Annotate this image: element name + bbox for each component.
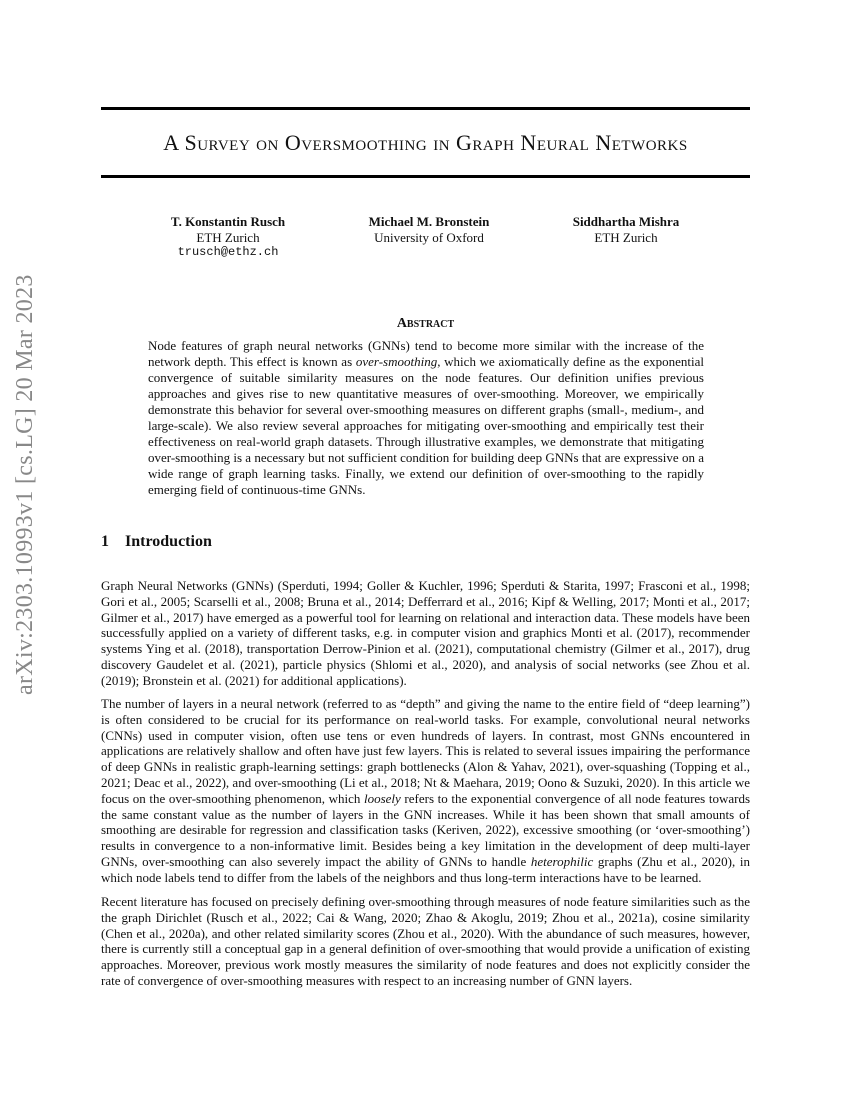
paragraph-part: The number of layers in a neural network (referred to as “depth” and giving the name to the entire field of “deep learning”) is often considered to be crucial for its performance on real-world tasks. For example, convolutional neural networks (CNNs) used in computer vision, often use tens or even hundreds of layers. In contrast, most GNNs encountered in applications are relatively shallow and often have just few layers. This is related to several issues impairing the performance of deep GNNs in realistic graph-learning settings: graph bottlenecks (Alon & Yahav, 2021), over-squashing (Topping et al., 2021; Deac et al., 2022), and over-smoothing (Li et al., 2018; Nt & Maehara, 2019; Oono & Suzuki, 2020). In this article we focus on the over-smoothing phenomenon, which (101, 696, 750, 806)
author-affiliation: ETH Zurich (196, 229, 260, 245)
abstract-text (148, 338, 704, 498)
author-name: Michael M. Bronstein (368, 214, 490, 229)
author-affiliation: ETH Zurich (594, 229, 658, 245)
abstract-heading: Abstract (396, 316, 455, 331)
author-email[interactable]: trusch@ethz.ch (177, 245, 279, 259)
abstract-part: Node features of graph neural networks (GNNs) tend to become more similar with the increase of the network depth. This effect is known as (148, 338, 704, 369)
author-affiliation: University of Oxford (374, 229, 484, 245)
author-name: Siddhartha Mishra (572, 214, 680, 229)
arxiv-identifier: arXiv:2303.10993v1 [cs.LG] 20 Mar 2023 (12, 274, 38, 695)
paragraph-part: refers to the exponential convergence of all node features towards the same constant value as the number of layers in the GNN increases. While it has been shown that small amounts of smoothing are desirable for regression and classification tasks (Keriven, 2022), excessive smoothing (or ‘over-smoothing’) results in convergence to a non-informative limit. Besides being a key limitation in the development of deep multi-layer GNNs, over-smoothing can also severely impact the ability of GNNs to handle (101, 790, 750, 869)
abstract-emphasis: over-smoothing (355, 354, 438, 369)
paper-title: A Survey on Oversmoothing in Graph Neural Networks (163, 130, 688, 155)
abstract-part: , which we axiomatically define as the exponential convergence of suitable similarity measures on the node features. Our definition unifies previous approaches and gives rise to new quantitative measures of over-smoothing. Moreover, we empirically demonstrate this behavior for several over-smoothing measures on different graphs (small-, medium-, and large-scale). We also review several approaches for mitigating over-smoothing and empirically test their effectiveness on real-world graph datasets. Through illustrative examples, we demonstrate that mitigating over-smoothing is a necessary but not sufficient condition for building deep GNNs that are expressive on a wide range of graph learning tasks. Finally, we extend our definition of over-smoothing to the rapidly emerging field of continuous-time GNNs. (148, 354, 704, 497)
intro-paragraph-1: Graph Neural Networks (GNNs) (Sperduti, 1994; Goller & Kuchler, 1996; Sperduti & Starita, 1997; Frasconi et al., 1998; Gori et al., 2005; Scarselli et al., 2008; Bruna et al., 2014; Defferrard et al., 2016; Kipf & Welling, 2017; Monti et al., 2017; Gilmer et al., 2017) have emerged as a powerful tool for learning on relational and interaction data. These models have been successfully applied on a variety of different tasks, e.g. in computer vision and graphics Monti et al. (2017), recommender systems Ying et al. (2018), transportation Derrow-Pinion et al. (2021), computational chemistry (Gilmer et al., 2017), drug discovery Gaudelet et al. (2021), particle physics (Shlomi et al., 2020), and analysis of social networks (see Zhou et al. (2019); Bronstein et al. (2021) for additional applications). (101, 578, 750, 688)
intro-paragraph-2 (101, 696, 750, 886)
author-block-3 (536, 214, 716, 245)
author-block-1 (138, 214, 318, 261)
section-heading-introduction (101, 533, 212, 551)
title-top-rule (101, 107, 750, 110)
paragraph-part: graphs (Zhu et al., 2020), in which node labels tend to differ from the labels of the neighbors and thus long-term interactions have to be learned. (101, 853, 750, 885)
author-block-2 (339, 214, 519, 245)
title-bottom-rule (101, 175, 750, 178)
intro-paragraph-3: Recent literature has focused on precisely defining over-smoothing through measures of node feature similarities such as the the graph Dirichlet (Rusch et al., 2022; Cai & Wang, 2020; Zhao & Akoglu, 2019; Zhou et al., 2021a), cosine similarity (Chen et al., 2020a), and other related similarity scores (Zhou et al., 2020). With the abundance of such measures, however, there is currently still a conceptual gap in a general definition of over-smoothing that would provide a unification of existing approaches. Moreover, previous work mostly measures the similarity of node features and does not explicitly consider the rate of convergence of over-smoothing measures with respect to an increasing number of GNN layers. (101, 894, 750, 988)
section-number: 1 (101, 533, 109, 550)
paragraph-emphasis: loosely (363, 790, 401, 806)
author-name: T. Konstantin Rusch (170, 214, 286, 229)
paragraph-emphasis: heterophilic (530, 853, 594, 869)
section-title: Introduction (125, 533, 212, 550)
